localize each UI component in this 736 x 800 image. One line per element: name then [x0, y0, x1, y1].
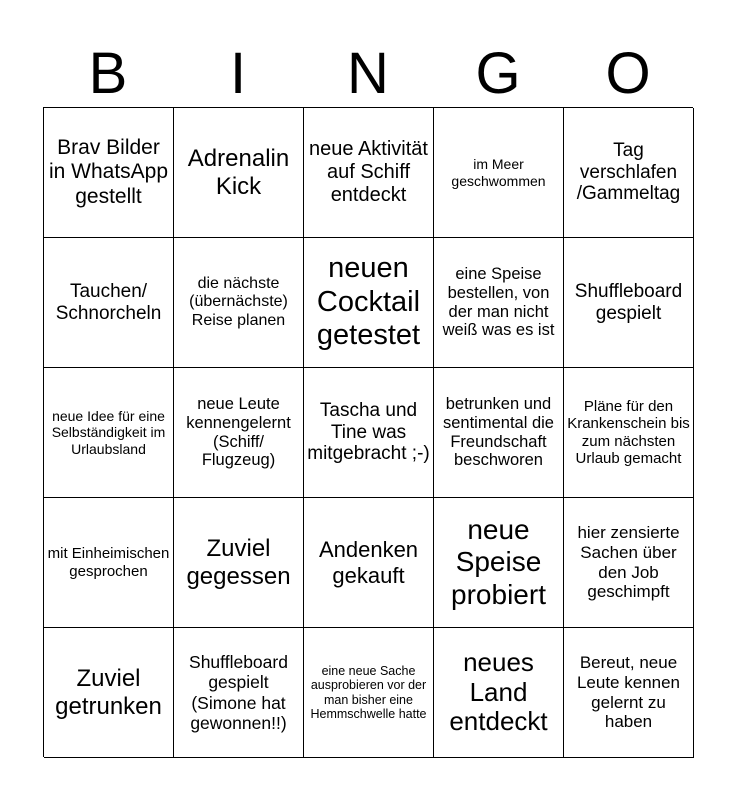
bingo-cell[interactable]: Zuviel gegessen	[174, 498, 304, 628]
bingo-cell[interactable]: die nächste (übernächste) Reise planen	[174, 238, 304, 368]
bingo-cell[interactable]: neue Leute kennengelernt (Schiff/ Flugzeug)	[174, 368, 304, 498]
header-letter-b: B	[88, 41, 128, 106]
bingo-cell[interactable]: eine neue Sache ausprobieren vor der man bisher eine Hemmschwelle hatte	[304, 628, 434, 758]
bingo-cell[interactable]: mit Einheimischen gesprochen	[44, 498, 174, 628]
bingo-cell[interactable]: Andenken gekauft	[304, 498, 434, 628]
bingo-cell[interactable]: Pläne für den Krankenschein bis zum nächsten Urlaub gemacht	[564, 368, 694, 498]
bingo-cell[interactable]: neue Speise probiert	[434, 498, 564, 628]
bingo-header	[43, 40, 693, 108]
header-letter-o: O	[605, 41, 651, 106]
bingo-cell[interactable]: im Meer geschwommen	[434, 108, 564, 238]
bingo-cell[interactable]: Tascha und Tine was mitgebracht ;-)	[304, 368, 434, 498]
bingo-cell[interactable]: Shuffleboard gespielt	[564, 238, 694, 368]
bingo-cell[interactable]: neues Land entdeckt	[434, 628, 564, 758]
bingo-cell[interactable]: Brav Bilder in WhatsApp gestellt	[44, 108, 174, 238]
bingo-cell[interactable]: neue Idee für eine Selbständigkeit im Urlaubsland	[44, 368, 174, 498]
header-letter-n: N	[347, 41, 389, 106]
bingo-grid	[43, 107, 693, 757]
bingo-cell[interactable]: hier zensierte Sachen über den Job geschimpft	[564, 498, 694, 628]
header-letter-g: G	[475, 41, 521, 106]
bingo-cell[interactable]: Bereut, neue Leute kennen gelernt zu haben	[564, 628, 694, 758]
bingo-cell[interactable]: neuen Cocktail getestet	[304, 238, 434, 368]
bingo-cell[interactable]: Tauchen/ Schnorcheln	[44, 238, 174, 368]
bingo-cell[interactable]: neue Aktivität auf Schiff entdeckt	[304, 108, 434, 238]
bingo-cell[interactable]: eine Speise bestellen, von der man nicht weiß was es ist	[434, 238, 564, 368]
bingo-cell[interactable]: betrunken und sentimental die Freundschaft beschworen	[434, 368, 564, 498]
bingo-cell[interactable]: Tag verschlafen /Gammeltag	[564, 108, 694, 238]
bingo-cell[interactable]: Adrenalin Kick	[174, 108, 304, 238]
header-letter-i: I	[229, 41, 247, 106]
bingo-cell[interactable]: Shuffleboard gespielt (Simone hat gewonnen!!)	[174, 628, 304, 758]
bingo-cell[interactable]: Zuviel getrunken	[44, 628, 174, 758]
